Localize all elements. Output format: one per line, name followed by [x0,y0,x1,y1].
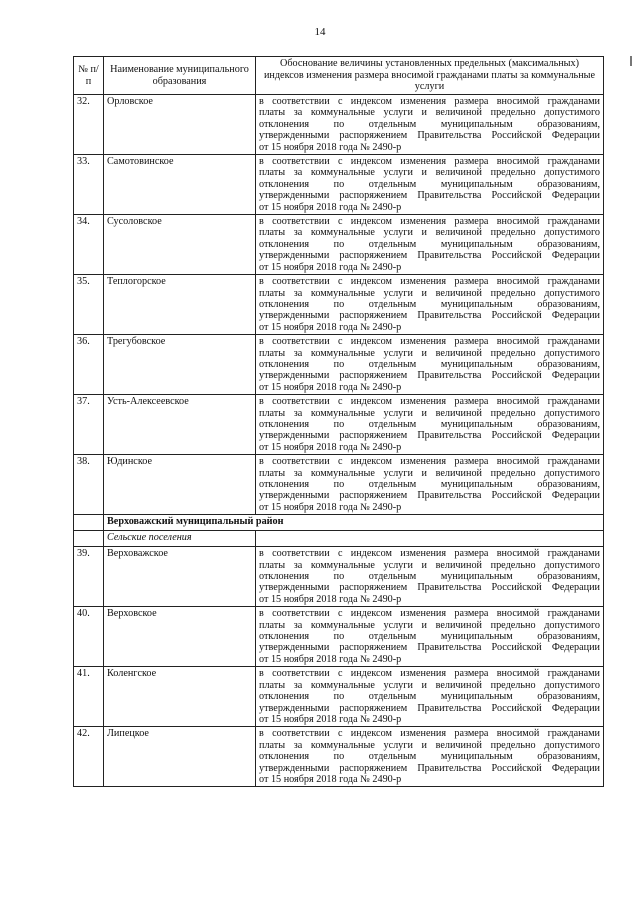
rows-group-a [74,95,604,515]
basis-line: отклонения по отдельным муниципальным образованиям, [259,418,600,430]
subsection-row [74,531,604,547]
row-number: 37. [74,395,104,455]
district-row [74,515,604,531]
basis-line: утвержденными распоряжением Правительства Российской Федерации [259,310,600,322]
basis-text [256,667,604,727]
basis-text [256,547,604,607]
district-group [74,515,604,547]
basis-line: в соответствии с индексом изменения размера вносимой гражданами [259,156,600,168]
basis-line: от 15 ноября 2018 года № 2490-р [259,321,402,333]
basis-line: отклонения по отдельным муниципальным образованиям, [259,238,600,250]
basis-line: от 15 ноября 2018 года № 2490-р [259,653,402,665]
basis-line: утвержденными распоряжением Правительства Российской Федерации [259,130,600,142]
municipality-name: Липецкое [104,727,256,787]
table-row [74,155,604,215]
basis-line: платы за коммунальные услуги и величиной предельно допустимого [259,107,600,119]
row-number: 39. [74,547,104,607]
page-number: 14 [314,26,326,38]
basis-text [256,155,604,215]
row-number: 38. [74,455,104,515]
basis-line: от 15 ноября 2018 года № 2490-р [259,773,402,785]
table-row [74,335,604,395]
basis-line: платы за коммунальные услуги и величиной предельно допустимого [259,467,600,479]
basis-line: от 15 ноября 2018 года № 2490-р [259,261,402,273]
municipality-name: Орловское [104,95,256,155]
basis-line: в соответствии с индексом изменения размера вносимой гражданами [259,216,600,228]
table-header-row [74,57,604,95]
basis-text [256,335,604,395]
basis-line: утвержденными распоряжением Правительства Российской Федерации [259,702,600,714]
municipality-name: Коленгское [104,667,256,727]
basis-line: платы за коммунальные услуги и величиной предельно допустимого [259,227,600,239]
basis-line: отклонения по отдельным муниципальным образованиям, [259,479,600,490]
row-number: 35. [74,275,104,335]
table-row [74,455,604,515]
basis-line: платы за коммунальные услуги и величиной предельно допустимого [259,167,600,179]
basis-line: в соответствии с индексом изменения размера вносимой гражданами [259,396,600,408]
basis-line: платы за коммунальные услуги и величиной предельно допустимого [259,559,600,571]
municipality-name: Верховажское [104,547,256,607]
basis-line: в соответствии с индексом изменения размера вносимой гражданами [259,276,600,288]
row-number: 32. [74,95,104,155]
header-basis: Обоснование величины установленных предельных (максимальных) индексов изменения размера вносимой гражданами платы за коммунальные услуги [256,57,604,95]
municipality-name: Верховское [104,607,256,667]
basis-line: в соответствии с индексом изменения размера вносимой гражданами [259,668,600,680]
basis-line: отклонения по отдельным муниципальным образованиям, [259,118,600,130]
basis-line: отклонения по отдельным муниципальным образованиям, [259,358,600,370]
basis-text [256,95,604,155]
basis-line: утвержденными распоряжением Правительства Российской Федерации [259,490,600,502]
table-row [74,95,604,155]
municipality-name: Самотовинское [104,155,256,215]
table-row [74,547,604,607]
basis-line: утвержденными распоряжением Правительства Российской Федерации [259,582,600,594]
subsection-name: Сельские поселения [104,531,256,547]
header-municipality: Наименование муниципального образования [104,57,256,95]
basis-line: от 15 ноября 2018 года № 2490-р [259,201,402,213]
basis-line: утвержденными распоряжением Правительства Российской Федерации [259,190,600,202]
basis-line: от 15 ноября 2018 года № 2490-р [259,593,402,605]
basis-line: от 15 ноября 2018 года № 2490-р [259,141,402,153]
basis-line: платы за коммунальные услуги и величиной предельно допустимого [259,287,600,299]
basis-line: в соответствии с индексом изменения размера вносимой гражданами [259,548,600,560]
table-row [74,667,604,727]
basis-line: отклонения по отдельным муниципальным образованиям, [259,751,600,763]
municipality-name: Сусоловское [104,215,256,275]
municipality-name: Юдинское [104,455,256,515]
basis-text [256,275,604,335]
basis-text [256,395,604,455]
basis-line: платы за коммунальные услуги и величиной предельно допустимого [259,347,600,359]
basis-line: утвержденными распоряжением Правительства Российской Федерации [259,762,600,774]
row-number: 42. [74,727,104,787]
table-row [74,275,604,335]
basis-text [256,727,604,787]
basis-line: от 15 ноября 2018 года № 2490-р [259,381,402,393]
table-row [74,395,604,455]
rows-group-b [74,547,604,787]
basis-line: в соответствии с индексом изменения размера вносимой гражданами [259,728,600,740]
basis-line: утвержденными распоряжением Правительства Российской Федерации [259,430,600,442]
basis-line: в соответствии с индексом изменения размера вносимой гражданами [259,608,600,620]
table-row [74,607,604,667]
row-number: 33. [74,155,104,215]
basis-line: утвержденными распоряжением Правительства Российской Федерации [259,370,600,382]
row-number: 40. [74,607,104,667]
basis-line: утвержденными распоряжением Правительства Российской Федерации [259,250,600,262]
basis-line: в соответствии с индексом изменения размера вносимой гражданами [259,456,600,468]
basis-line: отклонения по отдельным муниципальным образованиям, [259,178,600,190]
basis-text [256,215,604,275]
basis-line: платы за коммунальные услуги и величиной предельно допустимого [259,407,600,419]
municipality-name: Усть-Алексеевское [104,395,256,455]
header-number: № п/п [74,57,104,95]
basis-line: платы за коммунальные услуги и величиной предельно допустимого [259,619,600,631]
row-number: 36. [74,335,104,395]
basis-line: отклонения по отдельным муниципальным образованиям, [259,691,600,703]
basis-line: от 15 ноября 2018 года № 2490-р [259,441,402,453]
basis-line: отклонения по отдельным муниципальным образованиям, [259,571,600,583]
basis-line: утвержденными распоряжением Правительства Российской Федерации [259,642,600,654]
municipal-index-table [73,56,604,787]
row-number: 34. [74,215,104,275]
basis-line: отклонения по отдельным муниципальным образованиям, [259,631,600,643]
page-edge-mark [630,56,632,66]
basis-line: платы за коммунальные услуги и величиной предельно допустимого [259,679,600,691]
basis-line: от 15 ноября 2018 года № 2490-р [259,501,402,513]
municipality-name: Трегубовское [104,335,256,395]
basis-line: в соответствии с индексом изменения размера вносимой гражданами [259,336,600,348]
basis-text [256,455,604,515]
row-number: 41. [74,667,104,727]
basis-line: платы за коммунальные услуги и величиной предельно допустимого [259,739,600,751]
municipality-name: Теплогорское [104,275,256,335]
basis-line: в соответствии с индексом изменения размера вносимой гражданами [259,96,600,107]
basis-text [256,607,604,667]
basis-line: отклонения по отдельным муниципальным образованиям, [259,298,600,310]
district-name: Верховажский муниципальный район [104,515,604,531]
basis-line: от 15 ноября 2018 года № 2490-р [259,713,402,725]
table-row [74,215,604,275]
table-row [74,727,604,787]
